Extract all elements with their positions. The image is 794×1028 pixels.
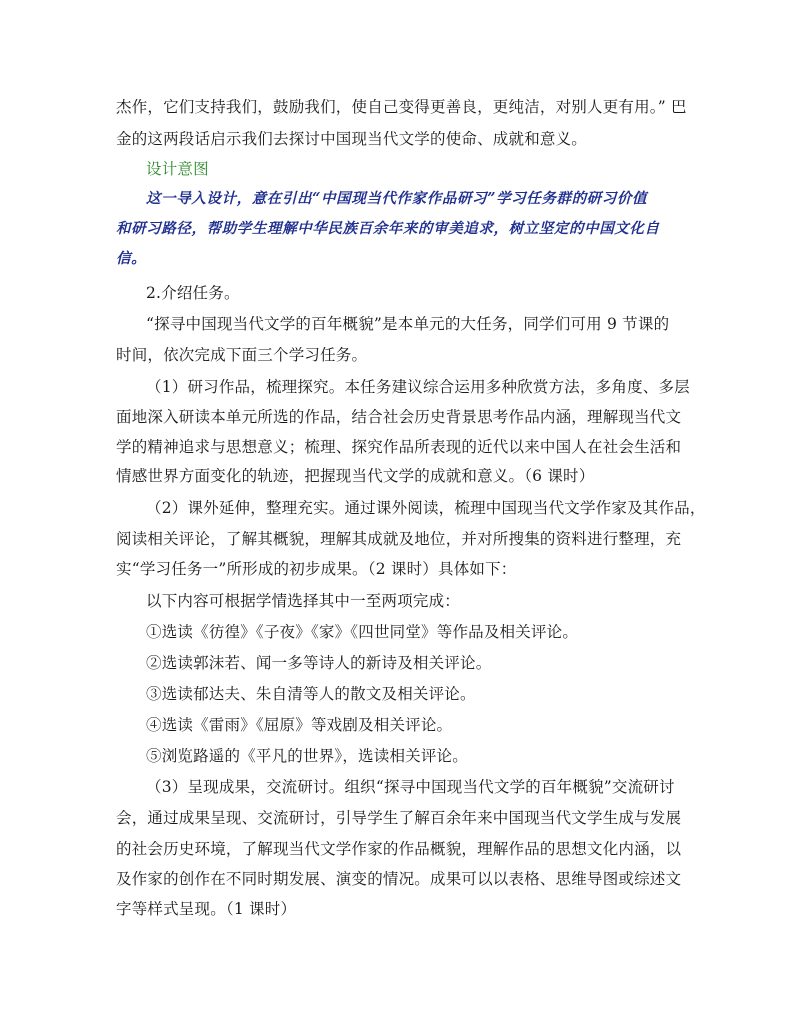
task2-note: 以下内容可根据学情选择其中一至两项完成： bbox=[146, 592, 461, 610]
task-intro-line-2: 时间，依次完成下面三个学习任务。 bbox=[116, 346, 368, 364]
task-intro-line-1: “探寻中国现当代文学的百年概貌”是本单元的大任务，同学们可用 9 节课的 bbox=[146, 315, 670, 333]
intro-line-2: 金的这两段话启示我们去探讨中国现当代文学的使命、成就和意义。 bbox=[116, 130, 588, 148]
task2-line-3: 实“学习任务一”所形成的初步成果。（2 课时）具体如下： bbox=[116, 560, 517, 578]
task2-line-1: （2）课外延伸，整理充实。通过课外阅读，梳理中国现当代文学作家及其作品， bbox=[146, 499, 706, 517]
intro-line-1: 杰作，它们支持我们，鼓励我们，使自己变得更善良，更纯洁，对别人更有用。” 巴 bbox=[116, 98, 687, 116]
design-intent-line-1: 这一导入设计，意在引出“中国现当代作家作品研习”学习任务群的研习价值 bbox=[146, 190, 648, 207]
task1-line-3: 学的精神追求与思想意义；梳理、探究作品所表现的近代以来中国人在社会生活和 bbox=[116, 438, 682, 456]
task1-line-1: （1）研习作品，梳理探究。本任务建议综合运用多种欣赏方法，多角度、多层 bbox=[146, 378, 690, 396]
task-intro-item: 2.介绍任务。 bbox=[146, 284, 240, 302]
task2-line-2: 阅读相关评论，了解其概貌，理解其成就及地位，并对所搜集的资料进行整理，充 bbox=[116, 530, 682, 548]
option-item: ⑤浏览路遥的《平凡的世界》，选读相关评论。 bbox=[146, 747, 468, 765]
task1-line-4: 情感世界方面变化的轨迹，把握现当代文学的成就和意义。（6 课时） bbox=[116, 467, 595, 485]
task1-line-2: 面地深入研读本单元所选的作品，结合社会历史背景思考作品内涵，理解现当代文 bbox=[116, 408, 682, 426]
option-item: ②选读郭沫若、闻一多等诗人的新诗及相关评论。 bbox=[146, 654, 492, 672]
design-intent-line-3: 信。 bbox=[116, 250, 147, 267]
task3-line-4: 及作家的创作在不同时期发展、演变的情况。成果可以以表格、思维导图或综述文 bbox=[116, 870, 682, 888]
design-intent-heading: 设计意图 bbox=[146, 160, 209, 178]
task3-line-5: 字等样式呈现。（1 课时） bbox=[116, 900, 297, 918]
task3-line-2: 会，通过成果呈现、交流研讨，引导学生了解百余年来中国现当代文学生成与发展 bbox=[116, 809, 682, 827]
option-item: ③选读郁达夫、朱自清等人的散文及相关评论。 bbox=[146, 685, 476, 703]
option-item: ④选读《雷雨》《屈原》等戏剧及相关评论。 bbox=[146, 716, 453, 734]
option-item: ①选读《彷徨》《子夜》《家》《四世同堂》等作品及相关评论。 bbox=[146, 623, 579, 641]
design-intent-line-2: 和研习路径，帮助学生理解中华民族百余年来的审美追求，树立坚定的中国文化自 bbox=[116, 220, 660, 237]
task3-line-3: 的社会历史环境，了解现当代文学作家的作品概貌，理解作品的思想文化内涵，以 bbox=[116, 840, 682, 858]
task3-line-1: （3）呈现成果，交流研讨。组织“探寻中国现当代文学的百年概貌”交流研讨 bbox=[146, 778, 675, 796]
